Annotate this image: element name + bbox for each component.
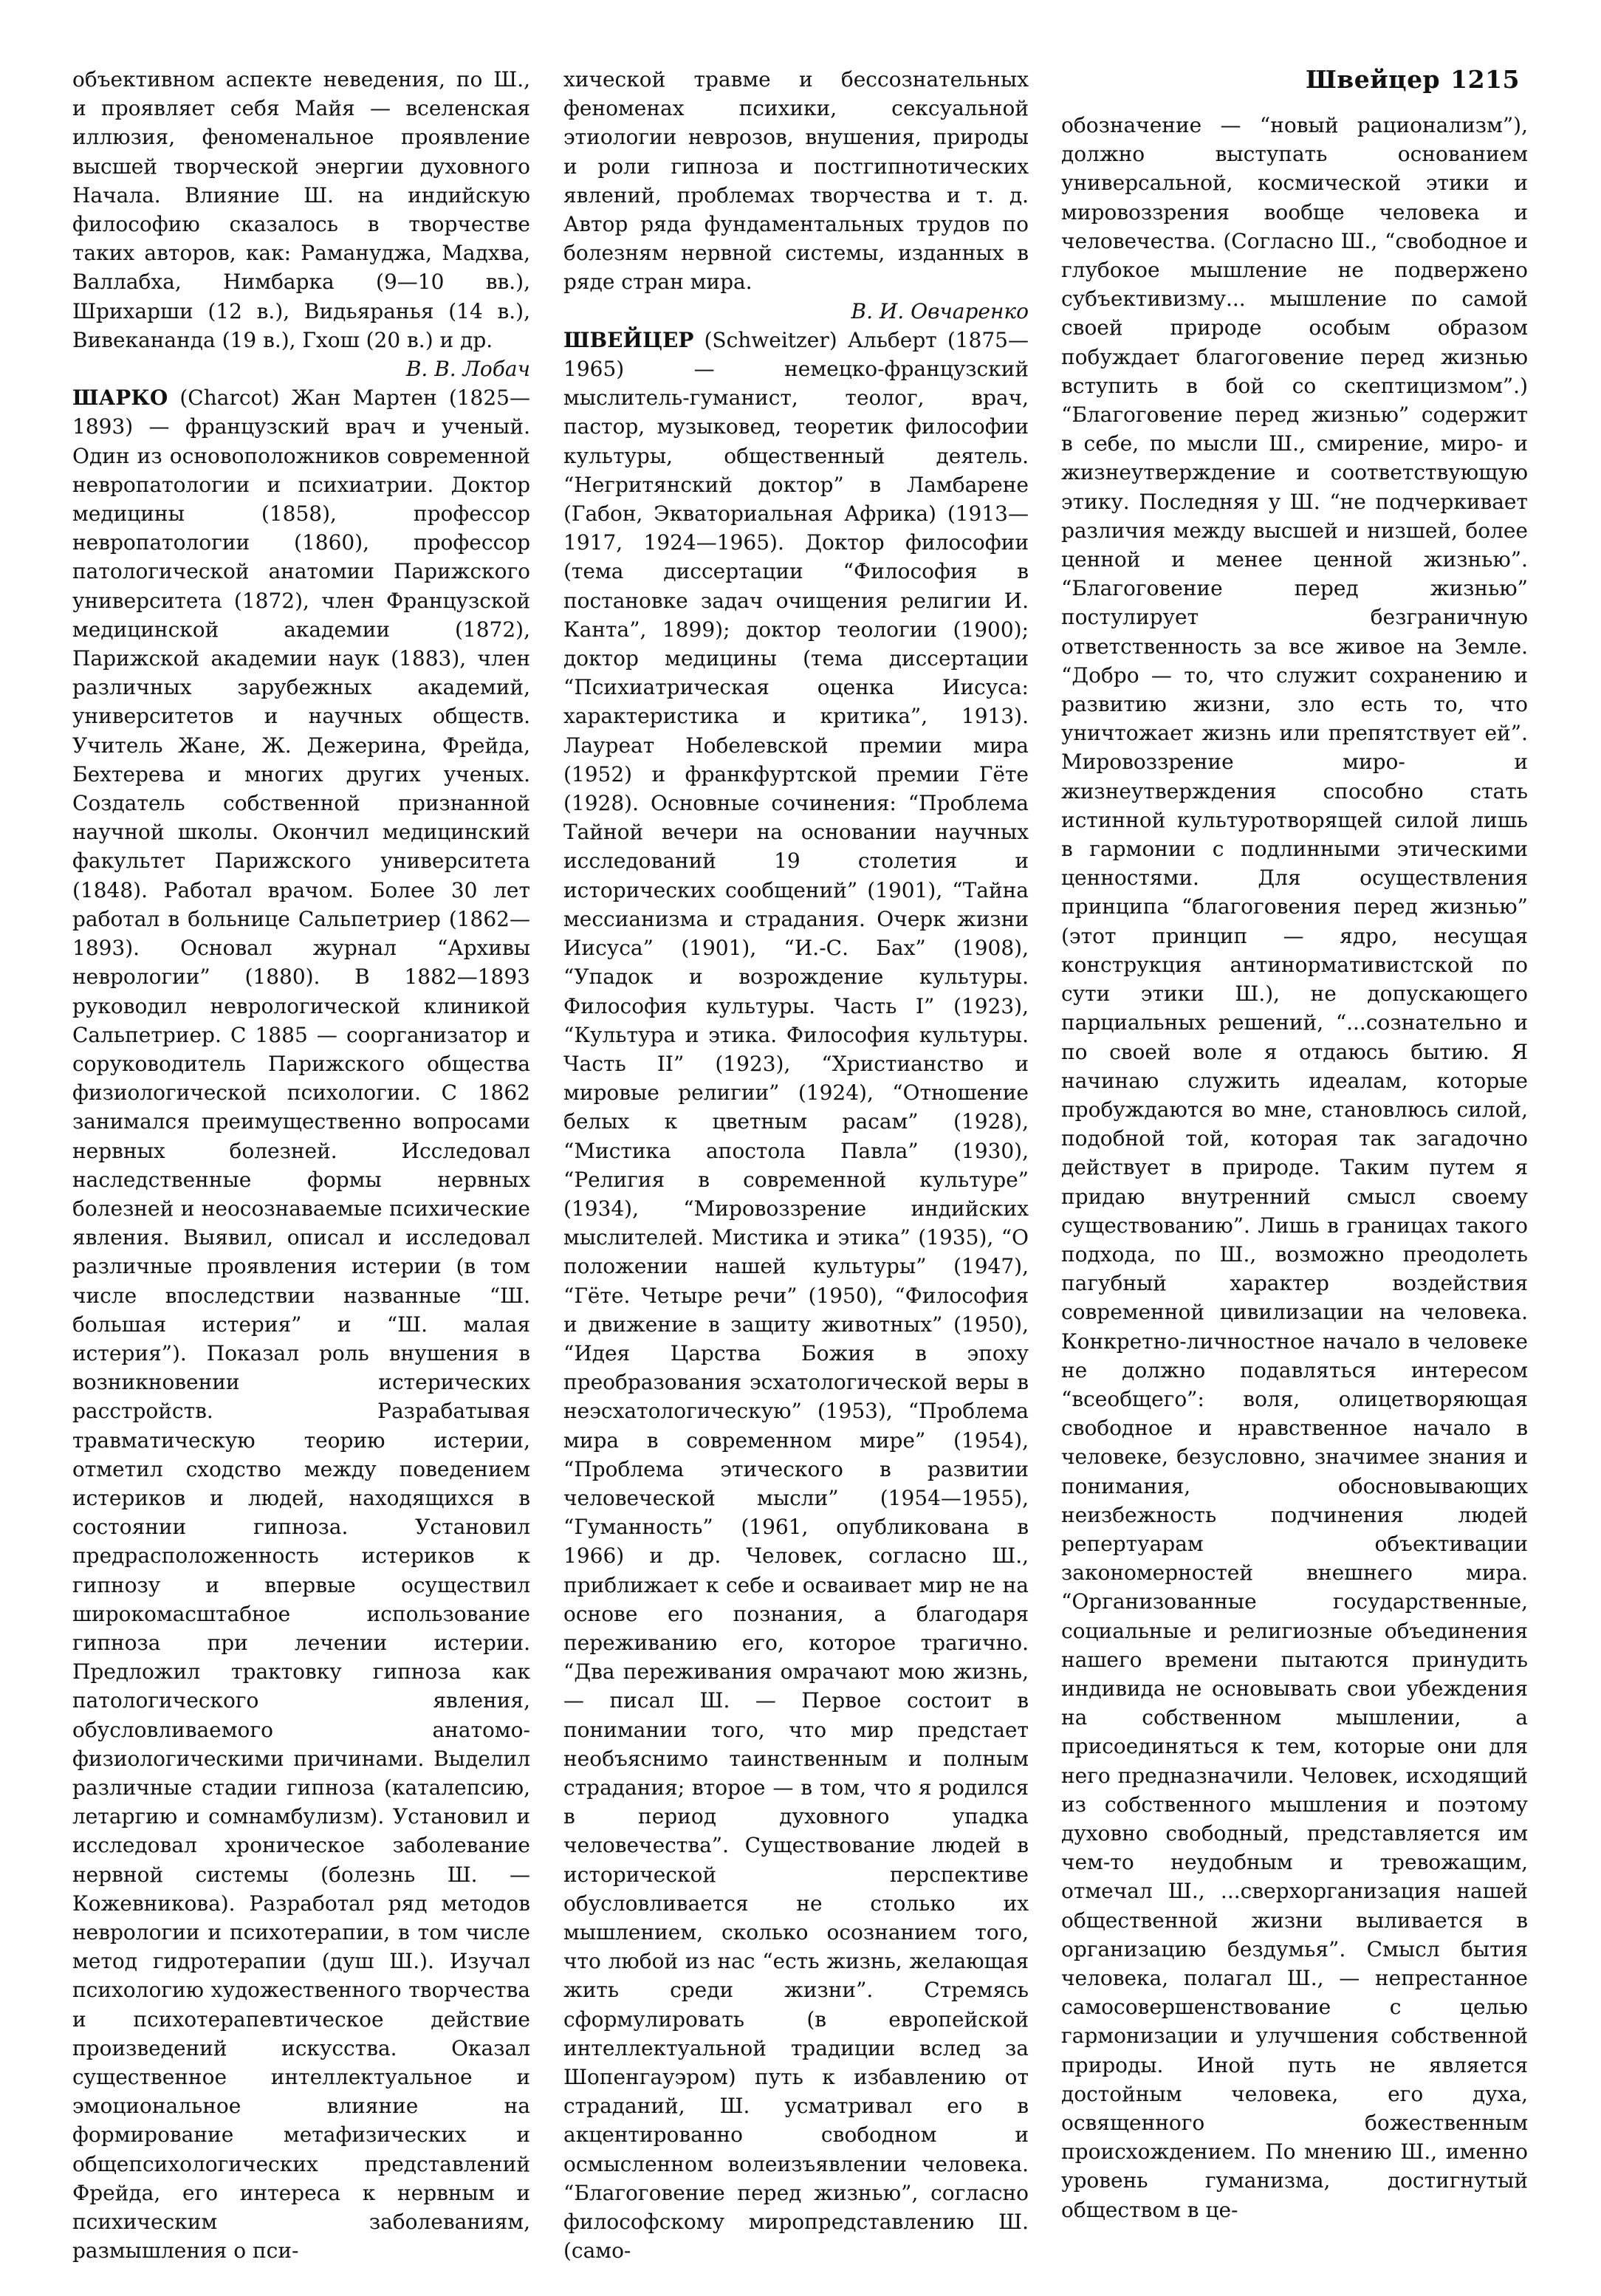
- entry-headword: ШВЕЙЦЕР: [563, 327, 694, 352]
- continued-entry-text: хической травме и бессознательных феноменах психики, сексуальной этиологии неврозов, внушения, природы и роли гипноза и постгипнотических явлений, проблемах творчества и т. д. Автор ряда фундаментальных трудов по болезням нервной системы, изданных в ряде стран мира.: [563, 67, 1029, 295]
- continued-entry-text: обозначение — “новый рационализм”), должно выступать основанием универсальной, космической этики и мировоззрения вообще человека и человечества. (Согласно Ш., “свободное и глубокое мышление не подвержено субъективизму... мышление по самой своей природе особым образом побуждает благоговение перед жизнью вступить в бой со скептицизмом”.) “Благоговение перед жизнью” содержит в себе, по мысли Ш., смирение, миро- и жизнеутверждение и соответствующую этику. Последняя у Ш. “не подчеркивает различия между высшей и низшей, более ценной и менее ценной жизнью”. “Благоговение перед жизнью” постулирует безграничную ответственность за все живое на Земле. “Добро — то, что служит сохранению и развитию жизни, зло есть то, что уничтожает жизнь или препятствует ей”. Мировоззрение миро- и жизнеутверждения способно стать истинной культуротворящей силой лишь в гармонии с подлинными этическими ценностями. Для осуществления принципа “благоговения перед жизнью” (этот принцип — ядро, несущая конструкция антинормативистской по сути этики Ш.), не допускающего парциальных решений, “...сознательно и по своей воле я отдаюсь бытию. Я начинаю служить идеалам, которые пробуждаются во мне, становлюсь силой, подобной той, которая так загадочно действует в природе. Таким путем я придаю внутренний смысл своему существованию”. Лишь в границах такого подхода, по Ш., возможно преодолеть пагубный характер воздействия современной цивилизации на человека. Конкретно-личностное начало в человеке не должно подавляться интересом “всеобщего”: воля, олицетворяющая свободное и нравственное начало в человеке, безусловно, значимее знания и понимания, обосновывающих неизбежность подчинения людей репертуарам объективации закономерностей внешнего мира. “Организованные государственные, социальные и религиозные объединения нашего времени пытаются принудить индивида не основывать свои убеждения на собственном мышлении, а присоединяться к тем, которые они для него предназначили. Человек, исходящий из собственного мышления и поэтому духовно свободный, представляется им чем-то неудобным и тревожащим, отмечал Ш., ...сверхорганизация нашей общественной жизни выливается в организацию бездумья”. Смысл бытия человека, полагал Ш., — непрестанное самосовершенствование с целью гармонизации и улучшения собственной природы. Иной путь не является достойным человека, его духа, освященного божественным происхождением. По мнению Ш., именно уровень гуманизма, достигнутый обществом в це-: [1061, 113, 1528, 2222]
- entry-body: (Charcot) Жан Мартен (1825—1893) — французский врач и ученый. Один из основоположников современной невропатологии и психиатрии. Доктор медицины (1858), профессор невропатологии (1860), профессор патологической анатомии Парижского университета (1872), член Французской медицинской академии (1872), Парижской академии наук (1883), член различных зарубежных академий, университетов и научных обществ. Учитель Жане, Ж. Дежерина, Фрейда, Бехтерева и многих других ученых. Создатель собственной признанной научной школы. Окончил медицинский факультет Парижского университета (1848). Работал врачом. Более 30 лет работал в больнице Сальпетриер (1862—1893). Основал журнал “Архивы неврологии” (1880). В 1882—1893 руководил неврологической клиникой Сальпетриер. С 1885 — соорганизатор и соруководитель Парижского общества физиологической психологии. С 1862 занимался преимущественно вопросами нервных болезней. Исследовал наследственные формы нервных болезней и неосознаваемые психические явления. Выявил, описал и исследовал различные проявления истерии (в том числе впоследствии названные “Ш. большая истерия” и “Ш. малая истерия”). Показал роль внушения в возникновении истерических расстройств. Разрабатывая травматическую теорию истерии, отметил сходство между поведением истериков и людей, находящихся в состоянии гипноза. Установил предрасположенность истериков к гипнозу и впервые осуществил широкомасштабное использование гипноза при лечении истерии. Предложил трактовку гипноза как патологического явления, обусловливаемого анатомо-физиологическими причинами. Выделил различные стадии гипноза (каталепсию, летаргию и сомнамбулизм). Установил и исследовал хроническое заболевание нервной системы (болезнь Ш. — Кожевникова). Разработал ряд методов неврологии и психотерапии, в том числе метод гидротерапии (душ Ш.). Изучал психологию художественного творчества и психотерапевтическое действие произведений искусства. Оказал существенное интеллектуальное и эмоциональное влияние на формирование метафизических и общепсихологических представлений Фрейда, его интереса к нервным и психическим заболеваниям, размышления о пси-: [72, 385, 530, 2264]
- column-right: [1061, 111, 1528, 2224]
- entry-author-signature: В. В. Лобач: [405, 357, 530, 382]
- column-left: [72, 65, 530, 2265]
- entry-headword: ШАРКО: [72, 385, 168, 411]
- running-header: [1306, 65, 1520, 94]
- entry-author-signature: В. И. Овчаренко: [851, 298, 1029, 323]
- column-middle: [563, 65, 1029, 2265]
- continued-entry-text: объективном аспекте неведения, по Ш., и проявляет себя Майя — вселенская иллюзия, феноменальное проявление высшей творческой энергии духовного Начала. Влияние Ш. на индийскую философию сказалось в творчестве таких авторов, как: Рамануджа, Мадхва, Валлабха, Нимбарка (9—10 вв.), Шрихарши (12 в.), Видьяранья (14 в.), Вивекананда (19 в.), Гхош (20 в.) и др.: [72, 67, 530, 352]
- entry-charcot: [72, 383, 530, 2265]
- running-head-title: Швейцер: [1305, 65, 1441, 94]
- entry-schweitzer: [563, 326, 1029, 2266]
- entry-body: (Schweitzer) Альберт (1875—1965) — немецко-французский мыслитель-гуманист, теолог, врач, пастор, музыковед, теоретик философии культуры, общественный деятель. “Негритянский доктор” в Ламбарене (Габон, Экваториальная Африка) (1913—1917, 1924—1965). Доктор философии (тема диссертации “Философия в постановке задач очищения религии И. Канта”, 1899); доктор теологии (1900); доктор медицины (тема диссертации “Психиатрическая оценка Иисуса: характеристика и критика”, 1913). Лауреат Нобелевской премии мира (1952) и франкфуртской премии Гёте (1928). Основные сочинения: “Проблема Тайной вечери на основании научных исследований 19 столетия и исторических сообщений” (1901), “Тайна мессианизма и страдания. Очерк жизни Иисуса” (1901), “И.-С. Бах” (1908), “Упадок и возрождение культуры. Философия культуры. Часть I” (1923), “Культура и этика. Философия культуры. Часть II” (1923), “Христианство и мировые религии” (1924), “Отношение белых к цветным расам” (1928), “Мистика апостола Павла” (1930), “Религия в современной культуре” (1934), “Мировоззрение индийских мыслителей. Мистика и этика” (1935), “О положении нашей культуры” (1947), “Гёте. Четыре речи” (1950), “Философия и движение в защиту животных” (1950), “Идея Царства Божия в эпоху преобразования эсхатологической веры в неэсхатологическую” (1953), “Проблема мира в современном мире” (1954), “Проблема этического в развитии человеческой мысли” (1954—1955), “Гуманность” (1961, опубликована в 1966) и др. Человек, согласно Ш., приближает к себе и осваивает мир не на основе его познания, а благодаря переживанию его, которое трагично. “Два переживания омрачают мою жизнь, — писал Ш. — Первое состоит в понимании того, что мир предстает необъяснимо таинственным и полным страдания; второе — в том, что я родился в период духовного упадка человечества”. Существование людей в исторической перспективе обусловливается не столько их мышлением, сколько осознанием того, что любой из нас “есть жизнь, желающая жить среди жизни”. Стремясь сформулировать (в европейской интеллектуальной традиции вслед за Шопенгауэром) путь к избавлению от страданий, Ш. усматривал его в акцентированно свободном и осмысленном волеизъявлении человека. “Благоговение перед жизнью”, согласно философскому миропредставлению Ш. (само-: [563, 327, 1029, 2264]
- page-number: 1215: [1450, 65, 1520, 94]
